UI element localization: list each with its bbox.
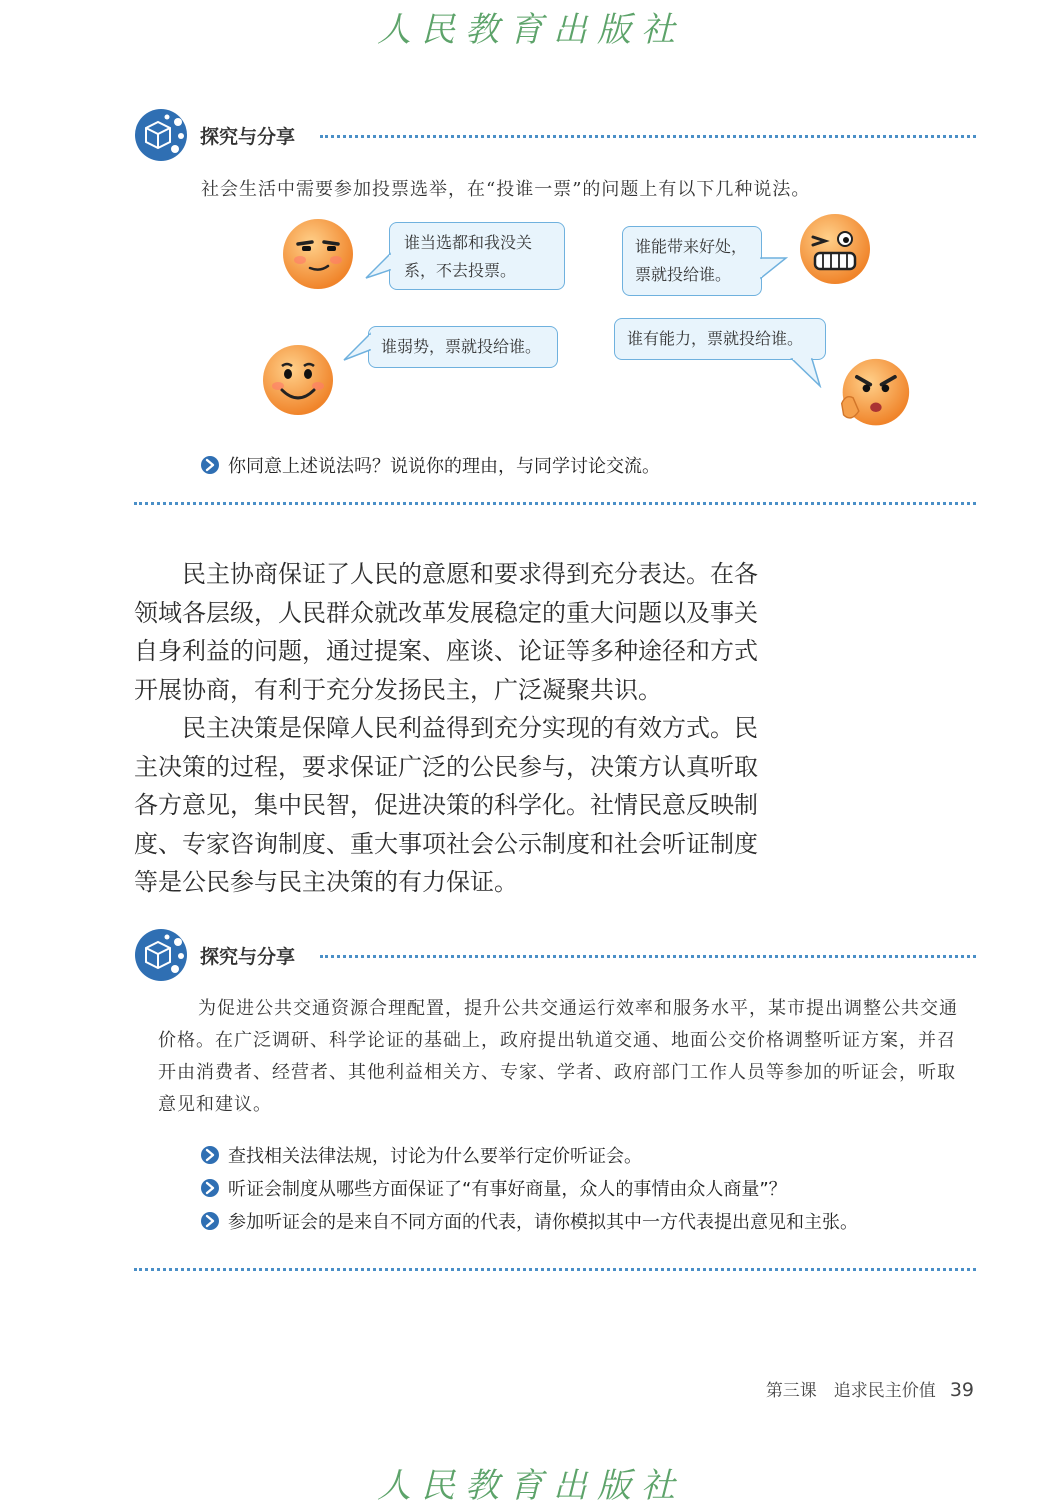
question-text: 你同意上述说法吗？说说你的理由，与同学讨论交流。 — [228, 456, 660, 477]
chevron-right-circle-icon — [200, 1211, 220, 1231]
page-number: 39 — [949, 1379, 974, 1401]
dotted-divider — [134, 502, 976, 505]
paragraph: 民主协商保证了人民的意愿和要求得到充分表达。在各领域各层级，人民群众就改革发展稳定的重大问题以及事关自身利益的问题，通过提案、座谈、论证等多种途径和方式开展协商，有利于充分发扬民主，广泛凝聚共识。 — [134, 560, 758, 704]
section-title: 探究与分享 — [200, 946, 296, 968]
chevron-right-circle-icon — [200, 1178, 220, 1198]
question-text: 听证会制度从哪些方面保证了“有事好商量，众人的事情由众人商量”？ — [228, 1179, 787, 1200]
dotted-divider — [320, 135, 976, 138]
section-title: 探究与分享 — [200, 126, 296, 148]
speech-bubble-4: 谁有能力，票就投给谁。 — [614, 318, 826, 360]
paragraph: 民主决策是保障人民利益得到充分实现的有效方式。民主决策的过程，要求保证广泛的公民参与，决策方认真听取各方意见，集中民智，促进决策的科学化。社情民意反映制度、专家咨询制度、重大事项社会公示制度和社会听证制度等是公民参与民主决策的有力保证。 — [134, 714, 758, 896]
publisher-watermark-top: 人民教育出版社 — [377, 10, 685, 50]
question-text: 查找相关法律法规，讨论为什么要举行定价听证会。 — [228, 1146, 642, 1167]
chevron-right-circle-icon — [200, 1145, 220, 1165]
case-paragraph: 为促进公共交通资源合理配置，提升公共交通运行效率和服务水平，某市提出调整公共交通价格。在广泛调研、科学论证的基础上，政府提出轨道交通、地面公交价格调整听证方案，并召开由消费者、经营者、其他利益相关方、专家、学者、政府部门工作人员等参加的听证会，听取意见和建议。 — [158, 998, 958, 1115]
discussion-question — [200, 1175, 787, 1201]
speech-bubble-1: 谁当选都和我没关系，不去投票。 — [389, 222, 565, 290]
chevron-right-circle-icon — [200, 455, 220, 475]
bubble-tail — [342, 332, 372, 362]
cube-network-icon — [134, 928, 188, 982]
cube-network-icon — [134, 108, 188, 162]
bubble-tail — [760, 256, 788, 284]
dotted-divider — [134, 1268, 976, 1271]
page-footer — [766, 1376, 974, 1401]
winking-grin-face-icon — [797, 211, 873, 287]
bubble-tail — [790, 358, 824, 388]
lesson-title: 第三课 追求民主价值 — [765, 1381, 936, 1401]
question-text: 参加听证会的是来自不同方面的代表，请你模拟其中一方代表提出意见和主张。 — [228, 1212, 858, 1233]
case-description — [158, 993, 958, 1121]
discussion-question — [200, 1208, 858, 1234]
main-body-text — [134, 555, 774, 902]
dotted-divider — [320, 955, 976, 958]
section-header-2 — [134, 928, 976, 984]
smirking-face-icon — [280, 216, 356, 292]
happy-smile-face-icon — [260, 342, 336, 418]
section-intro: 社会生活中需要参加投票选举，在“投谁一票”的问题上有以下几种说法。 — [201, 179, 811, 200]
publisher-watermark-bottom: 人民教育出版社 — [377, 1466, 685, 1506]
determined-face-icon — [836, 356, 912, 432]
section-header-1 — [134, 108, 976, 164]
discussion-question — [200, 1142, 642, 1168]
speech-bubble-2: 谁能带来好处，票就投给谁。 — [622, 226, 762, 296]
bubble-tail — [364, 252, 392, 282]
speech-bubble-3: 谁弱势，票就投给谁。 — [368, 326, 558, 368]
discussion-question — [200, 452, 660, 478]
